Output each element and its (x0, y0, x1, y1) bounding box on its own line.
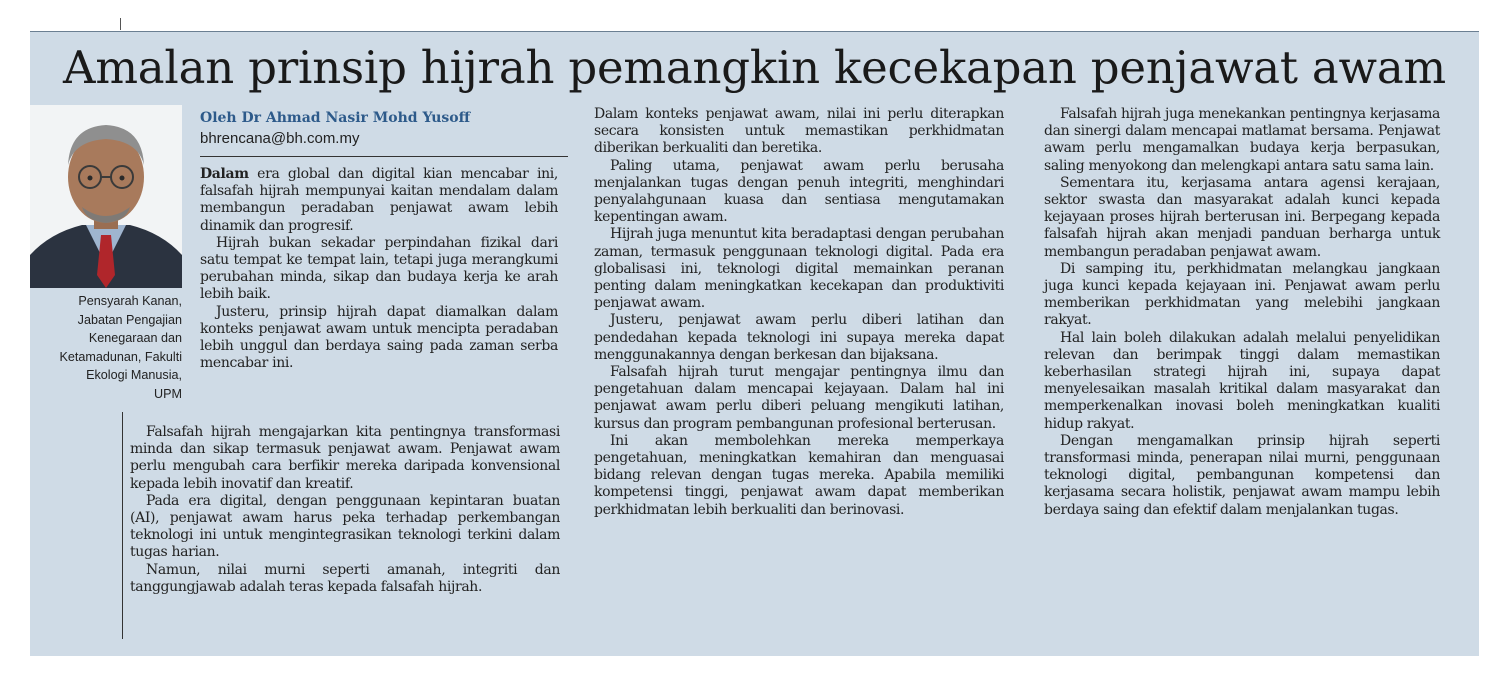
headline: Amalan prinsip hijrah pemangkin kecekapan penjawat awam (63, 41, 1446, 94)
paragraph: Hijrah bukan sekadar perpindahan fizikal dari satu tempat ke tempat lain, tetapi juga merangkumi perubahan minda, sikap dan budaya kerja ke arah lebih baik. (200, 234, 558, 303)
author-email: bhrencana@bh.com.my (200, 130, 360, 147)
author-photo (30, 105, 182, 288)
photo-caption: Pensyarah Kanan, Jabatan Pengajian Kenegaraan dan Ketamadunan, Fakulti Ekologi Manusia, UPM (59, 294, 182, 401)
crop-mark (120, 18, 121, 30)
paragraph: Falsafah hijrah juga menekankan pentingnya kerjasama dan sinergi dalam mencapai matlamat bersama. Penjawat awam perlu mengamalkan budaya kerja berpasukan, saling menyokong dan melengkapi antara satu sama lain. (1044, 106, 1440, 174)
author-name: Oleh Dr Ahmad Nasir Mohd Yusoff (200, 110, 471, 126)
author-portrait (30, 105, 182, 288)
paragraph-text: era global dan digital kian mencabar ini, falsafah hijrah mempunyai kaitan mendalam dalam membangun peradaban penjawat awam lebih dinamik dan progresif. (200, 166, 558, 234)
paragraph (200, 166, 558, 235)
article-column-1-top (200, 166, 558, 372)
lead-word: Dalam (200, 166, 249, 182)
paragraph: Hijrah juga menuntut kita beradaptasi dengan perubahan zaman, termasuk penggunaan teknologi digital. Pada era globalisasi ini, teknologi digital memainkan peranan penting dalam meningkatkan kecekapan dan produktiviti penjawat awam. (594, 226, 1004, 312)
paragraph: Dalam konteks penjawat awam, nilai ini perlu diterapkan secara konsisten untuk memastikan perkhidmatan diberikan berkualiti dan beretika. (594, 106, 1004, 157)
paragraph: Dengan mengamalkan prinsip hijrah seperti transformasi minda, penerapan nilai murni, penggunaan teknologi digital, pembangunan kompetensi dan kerjasama secara holistik, penjawat awam mampu lebih berdaya saing dan efektif dalam menjalankan tugas. (1044, 432, 1440, 518)
top-rule (30, 31, 1479, 32)
paragraph: Justeru, penjawat awam perlu diberi latihan dan pendedahan kepada teknologi ini supaya mereka dapat menggunakannya dengan berkesan dan bijaksana. (594, 312, 1004, 363)
paragraph: Sementara itu, kerjasama antara agensi kerajaan, sektor swasta dan masyarakat adalah kunci kepada kejayaan proses hijrah berterusan ini. Berpegang kepada falsafah hijrah akan menjadi panduan berharga untuk membangun peradaban penjawat awam. (1044, 174, 1440, 260)
paragraph: Namun, nilai murni seperti amanah, integriti dan tanggungjawab adalah teras kepada falsafah hijrah. (130, 561, 560, 595)
paragraph: Ini akan membolehkan mereka memperkaya pengetahuan, meningkatkan kemahiran dan menguasai bidang relevan dengan tugas mereka. Apabila memiliki kompetensi tinggi, penjawat awam dapat memberikan perkhidmatan lebih berkualiti dan berinovasi. (594, 432, 1004, 518)
paragraph: Di samping itu, perkhidmatan melangkau jangkaan juga kunci kepada kejayaan ini. Penjawat awam perlu memberikan perkhidmatan yang melebihi jangkaan rakyat. (1044, 260, 1440, 329)
article-column-2 (594, 106, 1004, 519)
byline (200, 108, 568, 149)
column-divider (122, 412, 123, 639)
article-column-1-bottom (130, 424, 560, 596)
paragraph: Falsafah hijrah turut mengajar pentingnya ilmu dan pengetahuan dalam mencapai kejayaan. Dalam hal ini penjawat awam perlu diberi peluang mengikuti latihan, kursus dan program pembangunan profesional berterusan. (594, 364, 1004, 432)
paragraph: Falsafah hijrah mengajarkan kita pentingnya transformasi minda dan sikap termasuk penjawat awam. Penjawat awam perlu mengubah cara berfikir mereka daripada konvensional kepada lebih inovatif dan kreatif. (130, 424, 560, 492)
paragraph: Hal lain boleh dilakukan adalah melalui penyelidikan relevan dan berimpak tinggi dalam memastikan keberhasilan strategi hijrah ini, supaya dapat menyelesaikan masalah kritikal dalam masyarakat dan memperkenalkan inovasi boleh meningkatkan kualiti hidup rakyat. (1044, 329, 1440, 432)
paragraph: Pada era digital, dengan penggunaan kepintaran buatan (AI), penjawat awam harus peka terhadap perkembangan teknologi ini untuk mengintegrasikan teknologi terkini dalam tugas harian. (130, 492, 560, 561)
article-column-3 (1044, 106, 1440, 519)
paragraph: Paling utama, penjawat awam perlu berusaha menjalankan tugas dengan penuh integriti, menghindari penyalahgunaan kuasa dan sentiasa mengutamakan kepentingan awam. (594, 157, 1004, 226)
paragraph: Justeru, prinsip hijrah dapat diamalkan dalam konteks penjawat awam untuk mencipta peradaban lebih unggul dan berdaya saing pada zaman serba mencabar ini. (200, 303, 558, 372)
byline-divider (200, 156, 568, 157)
